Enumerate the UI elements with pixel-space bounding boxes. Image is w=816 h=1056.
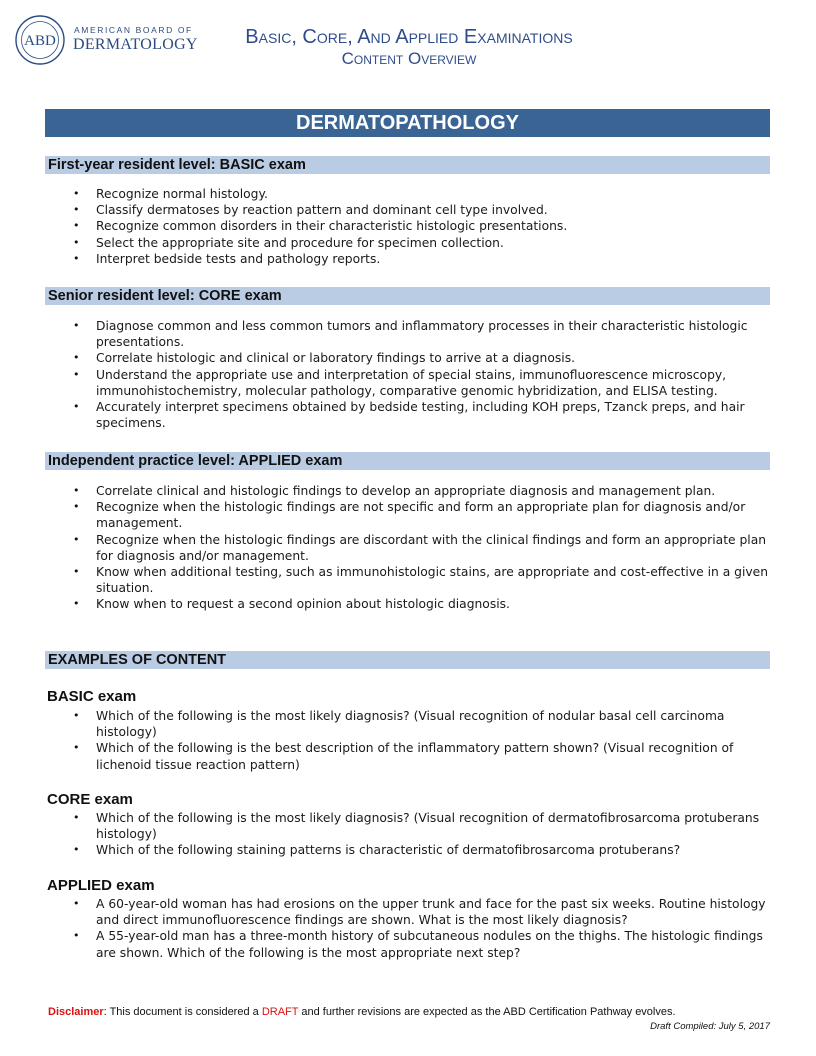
document-title: Basic, Core, And Applied Examinations [245,26,573,48]
disclaimer [48,1006,676,1018]
section-heading: First-year resident level: BASIC exam [48,157,306,173]
section-heading: Senior resident level: CORE exam [48,288,282,304]
compiled-date: Draft Compiled: July 5, 2017 [650,1021,770,1032]
section-bar-applied [45,452,770,470]
section-heading: EXAMPLES OF CONTENT [48,652,227,668]
list-item: • Recognize when the histologic findings are not specific and form an appropriate plan for diagnosis and/or management. [0,499,772,531]
applied-examples-list [0,896,816,961]
logo-line-2: DERMATOLOGY [73,36,198,53]
section-bar-core [45,287,770,305]
example-group-title-basic: BASIC exam [47,688,137,705]
seal-text: ABD [24,33,56,49]
abd-logo [14,14,198,70]
disclaimer-draft: DRAFT [261,1006,299,1018]
list-item: • Recognize when the histologic findings are discordant with the clinical findings and form an appropriate plan for diagnosis and/or management. [0,532,772,564]
section-bar-examples [45,651,770,669]
basic-objectives-list [0,186,816,267]
list-item: • Correlate clinical and histologic findings to develop an appropriate diagnosis and management plan. [0,483,772,499]
list-item: • Correlate histologic and clinical or laboratory findings to arrive at a diagnosis. [0,350,772,366]
applied-objectives-list [0,483,816,613]
list-item: • Recognize normal histology. [0,186,772,202]
list-item: • Which of the following is the most likely diagnosis? (Visual recognition of nodular basal cell carcinoma histology) [0,708,772,740]
list-item: • Select the appropriate site and procedure for specimen collection. [0,235,772,251]
list-item: • Classify dermatoses by reaction pattern and dominant cell type involved. [0,202,772,218]
list-item: • Which of the following is the most likely diagnosis? (Visual recognition of dermatofibrosarcoma protuberans histology) [0,810,772,842]
subject-banner: DERMATOPATHOLOGY [45,109,770,137]
abd-seal-icon [14,14,66,66]
basic-examples-list [0,708,816,773]
list-item: • Interpret bedside tests and pathology reports. [0,251,772,267]
list-item: • Recognize common disorders in their characteristic histologic presentations. [0,218,772,234]
disclaimer-label: Disclaimer [48,1006,104,1018]
list-item: • Accurately interpret specimens obtained by bedside testing, including KOH preps, Tzanck preps, and hair specimens. [0,399,772,431]
list-item: • Know when to request a second opinion about histologic diagnosis. [0,596,772,612]
list-item: • Understand the appropriate use and interpretation of special stains, immunofluorescence microscopy, immunohistochemistry, molecular pathology, comparative genomic hybridization, and ELISA testing. [0,367,772,399]
disclaimer-text-post: and further revisions are expected as the ABD Certification Pathway evolves. [298,1006,676,1018]
disclaimer-text-pre: : This document is considered a [103,1006,262,1018]
list-item: • Which of the following staining patterns is characteristic of dermatofibrosarcoma protuberans? [0,842,772,858]
example-group-title-core: CORE exam [47,791,133,808]
example-group-title-applied: APPLIED exam [47,877,155,894]
logo-line-1: AMERICAN BOARD OF [74,25,193,35]
list-item: • Diagnose common and less common tumors and inflammatory processes in their characteristic histologic presentations. [0,318,772,350]
list-item: • Know when additional testing, such as immunohistologic stains, are appropriate and cost-effective in a given situation. [0,564,772,596]
section-heading: Independent practice level: APPLIED exam [48,453,343,469]
core-examples-list [0,810,816,859]
list-item: • Which of the following is the best description of the inflammatory pattern shown? (Visual recognition of lichenoid tissue reaction pattern) [0,740,772,772]
list-item: • A 55-year-old man has a three-month history of subcutaneous nodules on the thighs. The histologic findings are shown. Which of the following is the most appropriate next step? [0,928,772,960]
list-item: • A 60-year-old woman has had erosions on the upper trunk and face for the past six weeks. Routine histology and direct immunofluorescence findings are shown. What is the most likely diagnosis? [0,896,772,928]
document-subtitle: Content Overview [341,49,477,68]
section-bar-basic [45,156,770,174]
core-objectives-list [0,318,816,431]
